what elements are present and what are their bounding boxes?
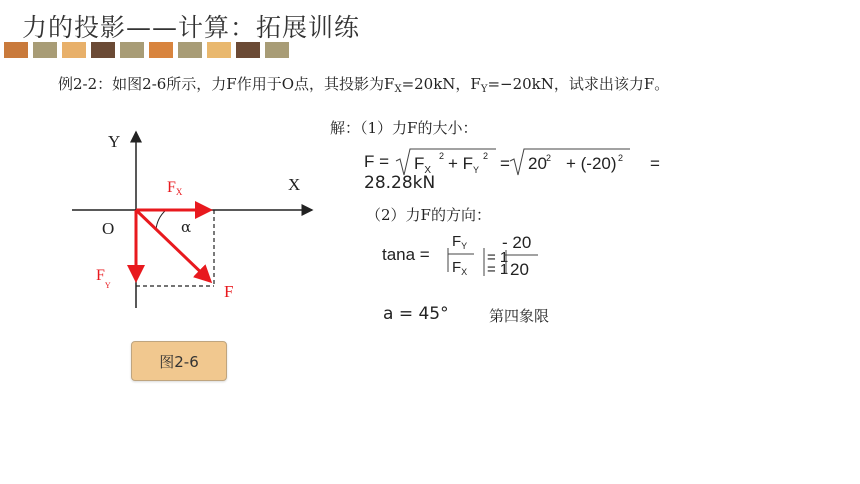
- magnitude-plus-fy: [448, 154, 479, 175]
- direction-formula: [380, 228, 560, 286]
- color-swatch: [33, 42, 57, 58]
- color-swatch: [265, 42, 289, 58]
- fx-label: [167, 179, 183, 197]
- tan-frac-top-main: F: [452, 233, 462, 250]
- f-vector: [136, 210, 210, 281]
- color-swatch: [149, 42, 173, 58]
- tan-frac-bot-sub: X: [461, 267, 468, 277]
- color-swatch: [178, 42, 202, 58]
- x-axis-label: X: [288, 175, 301, 194]
- fx-label-main: F: [167, 179, 176, 196]
- magnitude-fx: F: [414, 154, 425, 173]
- angle-result: a = 45°: [383, 304, 449, 324]
- magnitude-num1: 20: [528, 154, 547, 173]
- figure-caption-button[interactable]: 图2-6: [131, 341, 227, 381]
- force-diagram: [60, 120, 330, 320]
- magnitude-fy-sub: Y: [473, 165, 480, 175]
- magnitude-sq3: 2: [546, 153, 552, 163]
- angle-arc: [156, 210, 166, 230]
- magnitude-fx-sub: X: [424, 165, 432, 176]
- solution-heading: 解：（1）力F的大小：: [330, 119, 478, 137]
- fx-label-sub: X: [175, 187, 183, 197]
- magnitude-eq1: =: [500, 154, 510, 173]
- tan-val-top: - 20: [502, 233, 532, 252]
- fy-label-main: F: [96, 267, 105, 284]
- problem-sub-x: X: [394, 84, 402, 95]
- direction-heading: （2）力F的方向：: [366, 206, 491, 224]
- problem-statement: [58, 73, 669, 95]
- force-label: F: [224, 282, 234, 301]
- color-swatch: [4, 42, 28, 58]
- tan-label: tana =: [382, 245, 430, 264]
- color-swatch: [62, 42, 86, 58]
- angle-label: α: [181, 218, 192, 236]
- tan-eq-one-dup: = 1: [487, 261, 509, 278]
- problem-tail: =−20kN，试求出该力F。: [487, 75, 670, 93]
- page-title: 力的投影——计算：拓展训练: [22, 13, 361, 42]
- color-swatch-strip: [4, 42, 289, 58]
- color-swatch: [207, 42, 231, 58]
- color-swatch: [120, 42, 144, 58]
- problem-mid: =20kN，F: [401, 75, 481, 93]
- tan-frac-bot: [452, 259, 467, 277]
- fy-label-sub: Y: [104, 281, 111, 290]
- magnitude-fy: + F: [448, 154, 474, 173]
- fy-label: [96, 267, 111, 290]
- magnitude-plus2: + (-20): [566, 154, 617, 173]
- quadrant-label: 第四象限: [489, 307, 550, 325]
- color-swatch: [91, 42, 115, 58]
- tan-frac-bot-main: F: [452, 259, 462, 276]
- magnitude-result: 28.28kN: [364, 173, 436, 193]
- tan-eq-one: = 1: [487, 249, 509, 266]
- problem-sub-y: Y: [480, 84, 488, 95]
- tan-frac-top-sub: Y: [461, 241, 468, 251]
- tan-frac-top: [452, 233, 467, 251]
- problem-lead: 例2-2：如图2-6所示，力F作用于O点，其投影为F: [58, 75, 395, 93]
- magnitude-f-label: F =: [364, 152, 390, 171]
- color-swatch: [236, 42, 260, 58]
- magnitude-sq2: 2: [483, 151, 489, 161]
- magnitude-sq4: 2: [618, 153, 624, 163]
- origin-label: O: [102, 219, 115, 238]
- tan-val-bot: 20: [510, 260, 529, 279]
- magnitude-eq2: =: [650, 154, 660, 173]
- sqrt-sign-1: [396, 149, 496, 175]
- magnitude-sq1: 2: [439, 151, 445, 161]
- y-axis-label: Y: [108, 132, 121, 151]
